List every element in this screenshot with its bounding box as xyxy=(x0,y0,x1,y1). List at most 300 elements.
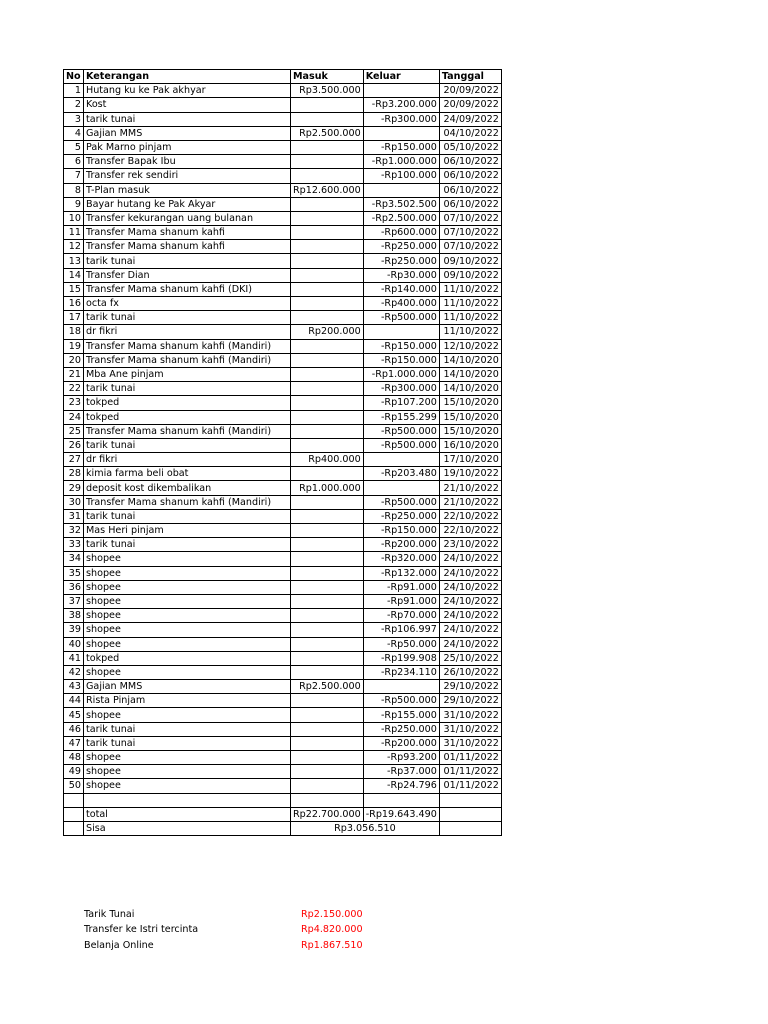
total-date-cell[interactable] xyxy=(439,807,501,821)
cell-keterangan[interactable]: Transfer kekurangan uang bulanan xyxy=(84,211,291,225)
cell-keterangan[interactable]: tokped xyxy=(84,396,291,410)
cell-no[interactable]: 25 xyxy=(64,424,84,438)
cell-keterangan[interactable]: Bayar hutang ke Pak Akyar xyxy=(84,197,291,211)
cell-masuk[interactable] xyxy=(291,552,364,566)
table-row xyxy=(64,566,502,580)
cell-keluar[interactable]: -Rp106.997 xyxy=(363,623,439,637)
cell-masuk[interactable] xyxy=(291,311,364,325)
cell-tanggal[interactable]: 07/10/2022 xyxy=(439,211,501,225)
cell-keterangan[interactable]: shopee xyxy=(84,552,291,566)
cell-keterangan[interactable]: tarik tunai xyxy=(84,112,291,126)
cell-no[interactable]: 5 xyxy=(64,140,84,154)
cell-tanggal[interactable]: 29/10/2022 xyxy=(439,694,501,708)
total-keluar[interactable]: -Rp19.643.490 xyxy=(363,807,439,821)
cell-tanggal[interactable]: 24/10/2022 xyxy=(439,594,501,608)
cell-no[interactable]: 30 xyxy=(64,495,84,509)
cell-keluar[interactable]: -Rp203.480 xyxy=(363,467,439,481)
cell-tanggal[interactable]: 11/10/2022 xyxy=(439,297,501,311)
cell-keluar[interactable]: -Rp2.500.000 xyxy=(363,211,439,225)
cell-tanggal[interactable]: 11/10/2022 xyxy=(439,325,501,339)
cell-keterangan[interactable]: dr fikri xyxy=(84,325,291,339)
cell-keterangan[interactable]: Transfer Bapak Ibu xyxy=(84,155,291,169)
cell-tanggal[interactable]: 24/10/2022 xyxy=(439,580,501,594)
cell-keluar[interactable]: -Rp320.000 xyxy=(363,552,439,566)
cell-tanggal[interactable]: 24/10/2022 xyxy=(439,552,501,566)
cell-masuk[interactable] xyxy=(291,254,364,268)
table-row xyxy=(64,651,502,665)
cell-no[interactable]: 32 xyxy=(64,524,84,538)
cell-keterangan[interactable]: Transfer Mama shanum kahfi (Mandiri) xyxy=(84,424,291,438)
cell-no[interactable]: 6 xyxy=(64,155,84,169)
cell-keterangan[interactable]: tokped xyxy=(84,651,291,665)
cell-no[interactable]: 40 xyxy=(64,637,84,651)
cell-masuk[interactable] xyxy=(291,240,364,254)
cell-tanggal[interactable]: 14/10/2020 xyxy=(439,382,501,396)
cell-no[interactable]: 47 xyxy=(64,736,84,750)
cell-masuk[interactable] xyxy=(291,580,364,594)
cell-keluar[interactable]: -Rp150.000 xyxy=(363,524,439,538)
cell-keluar[interactable]: -Rp93.200 xyxy=(363,751,439,765)
cell-keterangan[interactable]: Transfer Mama shanum kahfi (Mandiri) xyxy=(84,339,291,353)
cell-tanggal[interactable]: 17/10/2020 xyxy=(439,453,501,467)
cell-tanggal[interactable]: 22/10/2022 xyxy=(439,509,501,523)
cell-keluar[interactable]: -Rp400.000 xyxy=(363,297,439,311)
cell-tanggal[interactable]: 11/10/2022 xyxy=(439,282,501,296)
cell-blank[interactable] xyxy=(363,793,439,807)
cell-keluar[interactable]: -Rp91.000 xyxy=(363,594,439,608)
table-row xyxy=(64,155,502,169)
cell-keluar[interactable] xyxy=(363,481,439,495)
cell-tanggal[interactable]: 15/10/2020 xyxy=(439,424,501,438)
cell-tanggal[interactable]: 24/10/2022 xyxy=(439,623,501,637)
cell-tanggal[interactable]: 06/10/2022 xyxy=(439,155,501,169)
cell-masuk[interactable] xyxy=(291,438,364,452)
sisa-label[interactable]: Sisa xyxy=(84,821,291,835)
cell-masuk[interactable] xyxy=(291,197,364,211)
cell-masuk[interactable] xyxy=(291,297,364,311)
cell-no[interactable]: 46 xyxy=(64,722,84,736)
cell-keluar[interactable]: -Rp234.110 xyxy=(363,665,439,679)
rows-body xyxy=(64,84,502,793)
cell-tanggal[interactable]: 21/10/2022 xyxy=(439,481,501,495)
cell-no[interactable]: 9 xyxy=(64,197,84,211)
table-row xyxy=(64,538,502,552)
total-no-cell[interactable] xyxy=(64,807,84,821)
cell-no[interactable]: 12 xyxy=(64,240,84,254)
cell-tanggal[interactable]: 16/10/2020 xyxy=(439,438,501,452)
table-row xyxy=(64,382,502,396)
header-masuk[interactable]: Masuk xyxy=(291,70,364,84)
cell-masuk[interactable] xyxy=(291,538,364,552)
cell-no[interactable]: 7 xyxy=(64,169,84,183)
cell-no[interactable]: 18 xyxy=(64,325,84,339)
table-row xyxy=(64,438,502,452)
cell-keterangan[interactable]: shopee xyxy=(84,637,291,651)
cell-tanggal[interactable]: 31/10/2022 xyxy=(439,722,501,736)
cell-keterangan[interactable]: shopee xyxy=(84,623,291,637)
header-no[interactable]: No xyxy=(64,70,84,84)
header-row xyxy=(64,70,502,84)
cell-blank[interactable] xyxy=(291,793,364,807)
cell-masuk[interactable] xyxy=(291,665,364,679)
cell-tanggal[interactable]: 14/10/2020 xyxy=(439,367,501,381)
cell-masuk[interactable]: Rp2.500.000 xyxy=(291,126,364,140)
cell-no[interactable]: 21 xyxy=(64,367,84,381)
cell-tanggal[interactable]: 24/10/2022 xyxy=(439,609,501,623)
cell-masuk[interactable] xyxy=(291,353,364,367)
cell-keterangan[interactable]: deposit kost dikembalikan xyxy=(84,481,291,495)
cell-no[interactable]: 33 xyxy=(64,538,84,552)
table-row xyxy=(64,211,502,225)
cell-keterangan[interactable]: Transfer Dian xyxy=(84,268,291,282)
cell-blank[interactable] xyxy=(84,793,291,807)
cell-keluar[interactable]: -Rp100.000 xyxy=(363,169,439,183)
cell-keluar[interactable]: -Rp70.000 xyxy=(363,609,439,623)
cell-no[interactable]: 10 xyxy=(64,211,84,225)
cell-keterangan[interactable]: shopee xyxy=(84,765,291,779)
cell-no[interactable]: 14 xyxy=(64,268,84,282)
cell-tanggal[interactable]: 12/10/2022 xyxy=(439,339,501,353)
cell-masuk[interactable] xyxy=(291,765,364,779)
cell-tanggal[interactable]: 01/11/2022 xyxy=(439,765,501,779)
cell-keluar[interactable]: -Rp199.908 xyxy=(363,651,439,665)
cell-keterangan[interactable]: tarik tunai xyxy=(84,736,291,750)
cell-tanggal[interactable]: 15/10/2020 xyxy=(439,396,501,410)
cell-no[interactable]: 38 xyxy=(64,609,84,623)
total-masuk[interactable]: Rp22.700.000 xyxy=(291,807,364,821)
summary-label: Tarik Tunai xyxy=(84,909,135,920)
cell-masuk[interactable] xyxy=(291,112,364,126)
cell-masuk[interactable] xyxy=(291,779,364,793)
cell-keluar[interactable]: -Rp150.000 xyxy=(363,339,439,353)
cell-no[interactable]: 43 xyxy=(64,680,84,694)
cell-keluar[interactable]: -Rp500.000 xyxy=(363,495,439,509)
cell-masuk[interactable]: Rp2.500.000 xyxy=(291,680,364,694)
cell-tanggal[interactable]: 31/10/2022 xyxy=(439,736,501,750)
cell-no[interactable]: 29 xyxy=(64,481,84,495)
cell-tanggal[interactable]: 23/10/2022 xyxy=(439,538,501,552)
summary-value: Rp1.867.510 xyxy=(301,939,363,951)
cell-masuk[interactable] xyxy=(291,708,364,722)
cell-keterangan[interactable]: Mba Ane pinjam xyxy=(84,367,291,381)
cell-keluar[interactable]: -Rp250.000 xyxy=(363,509,439,523)
cell-keluar[interactable]: -Rp107.200 xyxy=(363,396,439,410)
cell-tanggal[interactable]: 15/10/2020 xyxy=(439,410,501,424)
cell-masuk[interactable] xyxy=(291,623,364,637)
cell-tanggal[interactable]: 06/10/2022 xyxy=(439,183,501,197)
cell-keluar[interactable]: -Rp50.000 xyxy=(363,637,439,651)
table-row xyxy=(64,524,502,538)
cell-keterangan[interactable]: Mas Heri pinjam xyxy=(84,524,291,538)
cell-masuk[interactable] xyxy=(291,594,364,608)
summary-table xyxy=(84,907,363,953)
cell-keluar[interactable]: -Rp500.000 xyxy=(363,694,439,708)
cell-keluar[interactable]: -Rp1.000.000 xyxy=(363,155,439,169)
cell-keluar[interactable]: -Rp200.000 xyxy=(363,538,439,552)
table-row xyxy=(64,297,502,311)
cell-masuk[interactable]: Rp400.000 xyxy=(291,453,364,467)
cell-keluar[interactable]: -Rp24.796 xyxy=(363,779,439,793)
cell-masuk[interactable] xyxy=(291,410,364,424)
cell-masuk[interactable] xyxy=(291,751,364,765)
cell-blank[interactable] xyxy=(439,793,501,807)
table-row xyxy=(64,112,502,126)
cell-no[interactable]: 49 xyxy=(64,765,84,779)
cell-no[interactable]: 23 xyxy=(64,396,84,410)
cell-masuk[interactable] xyxy=(291,140,364,154)
cell-keterangan[interactable]: Transfer rek sendiri xyxy=(84,169,291,183)
cell-masuk[interactable] xyxy=(291,155,364,169)
cell-masuk[interactable] xyxy=(291,226,364,240)
cell-keterangan[interactable]: Rista Pinjam xyxy=(84,694,291,708)
cell-keluar[interactable]: -Rp300.000 xyxy=(363,112,439,126)
cell-no[interactable]: 20 xyxy=(64,353,84,367)
cell-masuk[interactable] xyxy=(291,211,364,225)
cell-tanggal[interactable]: 05/10/2022 xyxy=(439,140,501,154)
cell-masuk[interactable] xyxy=(291,282,364,296)
header-keterangan[interactable]: Keterangan xyxy=(84,70,291,84)
cell-keluar[interactable]: -Rp600.000 xyxy=(363,226,439,240)
table-row xyxy=(64,509,502,523)
cell-keterangan[interactable]: tarik tunai xyxy=(84,509,291,523)
cell-keluar[interactable]: -Rp150.000 xyxy=(363,140,439,154)
cell-tanggal[interactable]: 11/10/2022 xyxy=(439,311,501,325)
cell-keterangan[interactable]: tarik tunai xyxy=(84,382,291,396)
cell-no[interactable]: 22 xyxy=(64,382,84,396)
cell-tanggal[interactable]: 22/10/2022 xyxy=(439,524,501,538)
cell-keluar[interactable]: -Rp500.000 xyxy=(363,438,439,452)
cell-keluar[interactable]: -Rp132.000 xyxy=(363,566,439,580)
sisa-value[interactable]: Rp3.056.510 xyxy=(291,821,440,835)
cell-masuk[interactable] xyxy=(291,609,364,623)
cell-keterangan[interactable]: shopee xyxy=(84,566,291,580)
cell-no[interactable]: 34 xyxy=(64,552,84,566)
table-row xyxy=(64,226,502,240)
cell-no[interactable]: 50 xyxy=(64,779,84,793)
cell-keterangan[interactable]: shopee xyxy=(84,779,291,793)
cell-tanggal[interactable]: 01/11/2022 xyxy=(439,779,501,793)
cell-keluar[interactable]: -Rp500.000 xyxy=(363,311,439,325)
cell-keterangan[interactable]: tarik tunai xyxy=(84,538,291,552)
cell-masuk[interactable] xyxy=(291,637,364,651)
cell-keluar[interactable] xyxy=(363,453,439,467)
summary-label: Belanja Online xyxy=(84,939,154,951)
cell-masuk[interactable] xyxy=(291,339,364,353)
table-row xyxy=(64,183,502,197)
cell-tanggal[interactable]: 07/10/2022 xyxy=(439,240,501,254)
cell-masuk[interactable] xyxy=(291,382,364,396)
cell-keterangan[interactable]: Hutang ku ke Pak akhyar xyxy=(84,84,291,98)
cell-masuk[interactable] xyxy=(291,467,364,481)
cell-tanggal[interactable]: 06/10/2022 xyxy=(439,169,501,183)
cell-tanggal[interactable]: 29/10/2022 xyxy=(439,680,501,694)
cell-tanggal[interactable]: 24/09/2022 xyxy=(439,112,501,126)
cell-no[interactable]: 27 xyxy=(64,453,84,467)
cell-keluar[interactable]: -Rp30.000 xyxy=(363,268,439,282)
cell-keluar[interactable]: -Rp300.000 xyxy=(363,382,439,396)
cell-tanggal[interactable]: 04/10/2022 xyxy=(439,126,501,140)
cell-masuk[interactable] xyxy=(291,722,364,736)
cell-keterangan[interactable]: Gajian MMS xyxy=(84,126,291,140)
cell-keterangan[interactable]: T-Plan masuk xyxy=(84,183,291,197)
cell-tanggal[interactable]: 09/10/2022 xyxy=(439,254,501,268)
cell-no[interactable]: 3 xyxy=(64,112,84,126)
cell-no[interactable]: 48 xyxy=(64,751,84,765)
cell-no[interactable]: 2 xyxy=(64,98,84,112)
cell-keterangan[interactable]: shopee xyxy=(84,580,291,594)
cell-keterangan[interactable]: shopee xyxy=(84,665,291,679)
cell-tanggal[interactable]: 24/10/2022 xyxy=(439,637,501,651)
cell-tanggal[interactable]: 09/10/2022 xyxy=(439,268,501,282)
header-tanggal[interactable]: Tanggal xyxy=(439,70,501,84)
cell-tanggal[interactable]: 25/10/2022 xyxy=(439,651,501,665)
table-row xyxy=(64,467,502,481)
cell-masuk[interactable]: Rp200.000 xyxy=(291,325,364,339)
cell-keterangan[interactable]: Transfer Mama shanum kahfi (Mandiri) xyxy=(84,495,291,509)
cell-no[interactable]: 19 xyxy=(64,339,84,353)
cell-no[interactable]: 16 xyxy=(64,297,84,311)
cell-keluar[interactable]: -Rp1.000.000 xyxy=(363,367,439,381)
cell-tanggal[interactable]: 20/09/2022 xyxy=(439,98,501,112)
table-row xyxy=(64,495,502,509)
cell-keterangan[interactable]: Transfer Mama shanum kahfi (Mandiri) xyxy=(84,353,291,367)
cell-keluar[interactable]: -Rp150.000 xyxy=(363,353,439,367)
table-row xyxy=(64,665,502,679)
cell-masuk[interactable] xyxy=(291,424,364,438)
cell-keluar[interactable] xyxy=(363,325,439,339)
cell-keluar[interactable]: -Rp200.000 xyxy=(363,736,439,750)
cell-keterangan[interactable]: shopee xyxy=(84,609,291,623)
cell-keterangan[interactable]: tokped xyxy=(84,410,291,424)
cell-tanggal[interactable]: 21/10/2022 xyxy=(439,495,501,509)
cell-tanggal[interactable]: 20/09/2022 xyxy=(439,84,501,98)
cell-tanggal[interactable]: 19/10/2022 xyxy=(439,467,501,481)
cell-tanggal[interactable]: 24/10/2022 xyxy=(439,566,501,580)
cell-tanggal[interactable]: 31/10/2022 xyxy=(439,708,501,722)
table-row xyxy=(64,140,502,154)
cell-keterangan[interactable]: Transfer Mama shanum kahfi xyxy=(84,226,291,240)
total-row xyxy=(64,807,502,821)
sisa-date-cell[interactable] xyxy=(439,821,501,835)
cell-masuk[interactable]: Rp3.500.000 xyxy=(291,84,364,98)
cell-keterangan[interactable]: Pak Marno pinjam xyxy=(84,140,291,154)
cell-no[interactable]: 35 xyxy=(64,566,84,580)
cell-no[interactable]: 44 xyxy=(64,694,84,708)
cell-keterangan[interactable]: shopee xyxy=(84,594,291,608)
cell-keterangan[interactable]: tarik tunai xyxy=(84,722,291,736)
table-row xyxy=(64,325,502,339)
table-row xyxy=(64,694,502,708)
cell-keluar[interactable]: -Rp37.000 xyxy=(363,765,439,779)
cell-keterangan[interactable]: Transfer Mama shanum kahfi xyxy=(84,240,291,254)
cell-keluar[interactable]: -Rp140.000 xyxy=(363,282,439,296)
cell-keluar[interactable]: -Rp3.502.500 xyxy=(363,197,439,211)
cell-keterangan[interactable]: Kost xyxy=(84,98,291,112)
cell-masuk[interactable] xyxy=(291,169,364,183)
sisa-no-cell[interactable] xyxy=(64,821,84,835)
cell-tanggal[interactable]: 26/10/2022 xyxy=(439,665,501,679)
cell-keterangan[interactable]: tarik tunai xyxy=(84,311,291,325)
cell-masuk[interactable] xyxy=(291,268,364,282)
cell-no[interactable]: 11 xyxy=(64,226,84,240)
cell-no[interactable]: 8 xyxy=(64,183,84,197)
cell-no[interactable]: 24 xyxy=(64,410,84,424)
cell-no[interactable]: 1 xyxy=(64,84,84,98)
cell-no[interactable]: 45 xyxy=(64,708,84,722)
blank-row xyxy=(64,793,502,807)
cell-tanggal[interactable]: 01/11/2022 xyxy=(439,751,501,765)
cell-keterangan[interactable]: octa fx xyxy=(84,297,291,311)
cell-keluar[interactable]: -Rp3.200.000 xyxy=(363,98,439,112)
cell-masuk[interactable] xyxy=(291,367,364,381)
cell-keluar[interactable] xyxy=(363,84,439,98)
cell-masuk[interactable] xyxy=(291,524,364,538)
cell-keterangan[interactable]: tarik tunai xyxy=(84,438,291,452)
cell-no[interactable]: 31 xyxy=(64,509,84,523)
cell-keluar[interactable] xyxy=(363,183,439,197)
cell-masuk[interactable] xyxy=(291,396,364,410)
total-label[interactable]: total xyxy=(84,807,291,821)
cell-keterangan[interactable]: dr fikri xyxy=(84,453,291,467)
cell-no[interactable]: 37 xyxy=(64,594,84,608)
cell-masuk[interactable] xyxy=(291,566,364,580)
cell-no[interactable]: 41 xyxy=(64,651,84,665)
cell-keluar[interactable]: -Rp500.000 xyxy=(363,424,439,438)
cell-no[interactable]: 17 xyxy=(64,311,84,325)
cell-blank[interactable] xyxy=(64,793,84,807)
cell-masuk[interactable] xyxy=(291,495,364,509)
cell-no[interactable]: 15 xyxy=(64,282,84,296)
cell-keluar[interactable] xyxy=(363,126,439,140)
cell-keterangan[interactable]: shopee xyxy=(84,751,291,765)
cell-keluar[interactable]: -Rp250.000 xyxy=(363,722,439,736)
cell-no[interactable]: 13 xyxy=(64,254,84,268)
cell-masuk[interactable] xyxy=(291,509,364,523)
cell-no[interactable]: 26 xyxy=(64,438,84,452)
cell-masuk[interactable] xyxy=(291,694,364,708)
cell-keluar[interactable] xyxy=(363,680,439,694)
cell-keluar[interactable]: -Rp155.299 xyxy=(363,410,439,424)
cell-masuk[interactable]: Rp1.000.000 xyxy=(291,481,364,495)
cell-no[interactable]: 28 xyxy=(64,467,84,481)
cell-no[interactable]: 4 xyxy=(64,126,84,140)
summary-label: Transfer ke Istri tercinta xyxy=(84,924,199,936)
cell-keluar[interactable]: -Rp91.000 xyxy=(363,580,439,594)
table-row xyxy=(64,367,502,381)
cell-no[interactable]: 42 xyxy=(64,665,84,679)
cell-masuk[interactable]: Rp12.600.000 xyxy=(291,183,364,197)
table-row xyxy=(64,708,502,722)
cell-keterangan[interactable]: tarik tunai xyxy=(84,254,291,268)
cell-tanggal[interactable]: 07/10/2022 xyxy=(439,226,501,240)
header-keluar[interactable]: Keluar xyxy=(363,70,439,84)
cell-masuk[interactable] xyxy=(291,98,364,112)
cell-keterangan[interactable]: Gajian MMS xyxy=(84,680,291,694)
cell-keluar[interactable]: -Rp155.000 xyxy=(363,708,439,722)
cell-keluar[interactable]: -Rp250.000 xyxy=(363,254,439,268)
table-row xyxy=(64,424,502,438)
cell-keluar[interactable]: -Rp250.000 xyxy=(363,240,439,254)
cell-no[interactable]: 39 xyxy=(64,623,84,637)
cell-keterangan[interactable]: Transfer Mama shanum kahfi (DKI) xyxy=(84,282,291,296)
cell-no[interactable]: 36 xyxy=(64,580,84,594)
cell-tanggal[interactable]: 06/10/2022 xyxy=(439,197,501,211)
cell-masuk[interactable] xyxy=(291,736,364,750)
cell-tanggal[interactable]: 14/10/2020 xyxy=(439,353,501,367)
cell-keterangan[interactable]: kimia farma beli obat xyxy=(84,467,291,481)
cell-keterangan[interactable]: shopee xyxy=(84,708,291,722)
cell-masuk[interactable] xyxy=(291,651,364,665)
